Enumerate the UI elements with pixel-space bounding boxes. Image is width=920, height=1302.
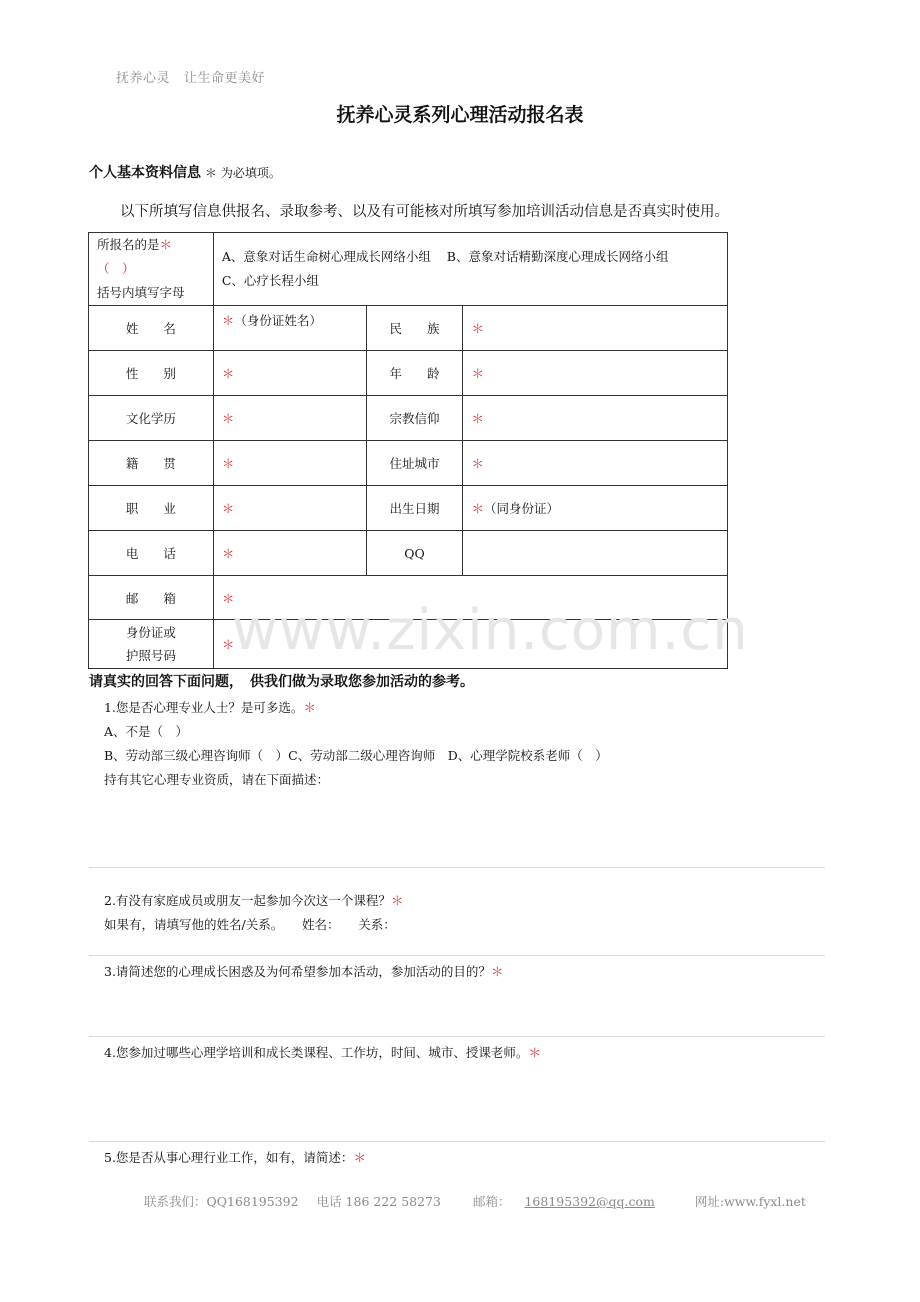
question-5: 5.您是否从事心理行业工作，如有，请简述：＊ (104, 1150, 366, 1165)
question-4: 4.您参加过哪些心理学培训和成长类课程、工作坊，时间、城市、授课老师。＊ (104, 1045, 541, 1060)
form-row-phone (89, 531, 728, 576)
footer-website[interactable]: 网址:www.fyxl.net (694, 1194, 806, 1209)
answer-divider-4 (89, 1141, 825, 1142)
phone-label: 电 话 (89, 531, 214, 576)
gender-field[interactable]: ＊ (213, 351, 366, 396)
course-label-cell: 所报名的是＊（ ） 括号内填写字母 (89, 233, 214, 306)
phone-field[interactable]: ＊ (213, 531, 366, 576)
qq-label: QQ (366, 531, 463, 576)
question-1-other: 持有其它心理专业资质，请在下面描述： (104, 772, 330, 787)
footer-contact: 联系我们：QQ168195392 电话 186 222 58273 邮箱： 168195392@qq.com 网址:www.fyxl.net (144, 1194, 806, 1209)
form-row-email (89, 576, 728, 620)
form-row-gender (89, 351, 728, 396)
religion-label: 宗教信仰 (366, 396, 463, 441)
gender-label: 性 别 (89, 351, 214, 396)
form-row-name (89, 306, 728, 351)
required-note: ＊ 为必填项。 (205, 166, 281, 180)
course-option-c: C、心疗长程小组 (221, 273, 319, 288)
age-field[interactable]: ＊ (463, 351, 728, 396)
course-row (89, 233, 728, 306)
course-option-b: B、意象对话精勤深度心理成长网络小组 (446, 249, 669, 264)
watermark: www.zixin.com.cn (232, 598, 749, 663)
birth-field[interactable]: ＊（同身份证） (463, 486, 728, 531)
city-field[interactable]: ＊ (463, 441, 728, 486)
education-field[interactable]: ＊ (213, 396, 366, 441)
ethnicity-field[interactable]: ＊ (463, 306, 728, 351)
job-field[interactable]: ＊ (213, 486, 366, 531)
answer-divider-3 (89, 1036, 825, 1037)
city-label: 住址城市 (366, 441, 463, 486)
birth-hint: （同身份证） (483, 501, 559, 516)
id-field[interactable]: ＊ (213, 620, 727, 669)
intro-text: 以下所填写信息供报名、录取参考、以及有可能核对所填写参加培训活动信息是否真实时使用。 (120, 204, 729, 220)
religion-field[interactable]: ＊ (463, 396, 728, 441)
question-1-option-a[interactable]: A、不是（ ） (104, 724, 189, 739)
registration-form-table (88, 232, 728, 669)
question-1: 1.您是否心理专业人士？是可多选。＊ A、不是（ ） B、劳动部三级心理咨询师（ ）C、劳动部二级心理咨询师 D、心理学院校系老师（ ） 持有其它心理专业资质，请在下面描述： (104, 696, 608, 792)
course-required-mark: ＊（ ） (97, 237, 173, 276)
id-label: 身份证或 护照号码 (89, 620, 214, 669)
name-field[interactable]: ＊（身份证姓名） (213, 306, 366, 351)
footer-email-link[interactable]: 168195392@qq.com (524, 1194, 655, 1209)
name-hint: （身份证姓名） (234, 313, 322, 328)
email-label: 邮 箱 (89, 576, 214, 620)
job-label: 职 业 (89, 486, 214, 531)
header-slogan: 抚养心灵 让生命更美好 (116, 71, 266, 86)
origin-label: 籍 贯 (89, 441, 214, 486)
birth-label: 出生日期 (366, 486, 463, 531)
section-questions-heading: 请真实的回答下面问题， 供我们做为录取您参加活动的参考。 (89, 674, 474, 690)
question-3: 3.请简述您的心理成长困惑及为何希望参加本活动，参加活动的目的？＊ (104, 964, 504, 979)
course-options-cell[interactable] (213, 233, 727, 306)
email-field[interactable]: ＊ (213, 576, 727, 620)
ethnicity-label: 民 族 (366, 306, 463, 351)
course-option-a: A、意象对话生命树心理成长网络小组 (221, 249, 431, 264)
form-row-origin (89, 441, 728, 486)
footer-qq: 联系我们：QQ168195392 (144, 1194, 299, 1209)
question-2-sub[interactable]: 如果有，请填写他的姓名/关系。 姓名： 关系： (104, 917, 396, 932)
page-title: 抚养心灵系列心理活动报名表 (336, 104, 584, 126)
answer-divider-1 (89, 867, 825, 868)
origin-field[interactable]: ＊ (213, 441, 366, 486)
section-personal-info-heading: 个人基本资料信息 ＊ 为必填项。 (89, 165, 281, 181)
age-label: 年 龄 (366, 351, 463, 396)
form-row-job (89, 486, 728, 531)
question-2: 2.有没有家庭成员或朋友一起参加今次这一个课程？＊ 如果有，请填写他的姓名/关系。 姓名： 关系： (104, 889, 403, 937)
form-row-education (89, 396, 728, 441)
question-1-options-bcd[interactable]: B、劳动部三级心理咨询师（ ）C、劳动部二级心理咨询师 D、心理学院校系老师（ ） (104, 748, 608, 763)
footer-phone: 电话 186 222 58273 (316, 1194, 441, 1209)
education-label: 文化学历 (89, 396, 214, 441)
qq-field[interactable] (463, 531, 728, 576)
answer-divider-2 (89, 955, 825, 956)
form-row-id (89, 620, 728, 669)
name-label: 姓 名 (89, 306, 214, 351)
